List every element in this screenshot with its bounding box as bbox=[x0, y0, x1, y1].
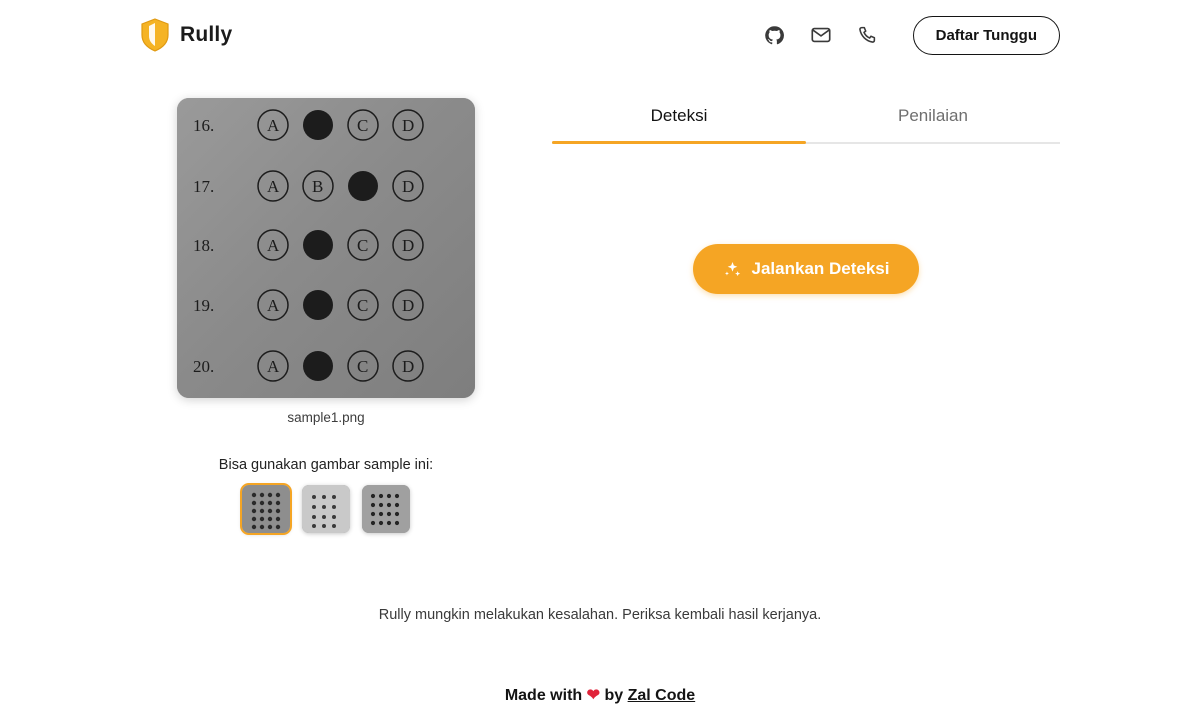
svg-text:C: C bbox=[357, 357, 369, 376]
svg-text:A: A bbox=[267, 177, 280, 196]
preview-card bbox=[177, 98, 475, 425]
shield-logo-icon bbox=[140, 18, 170, 52]
main-content bbox=[0, 70, 1200, 533]
heart-icon: ❤ bbox=[586, 687, 601, 704]
samples-label: Bisa gunakan gambar sample ini: bbox=[218, 457, 434, 473]
run-detection-button[interactable] bbox=[693, 244, 920, 294]
tab-penilaian[interactable]: Penilaian bbox=[898, 106, 968, 125]
disclaimer-text: Rully mungkin melakukan kesalahan. Periksa kembali hasil kerjanya. bbox=[378, 607, 822, 623]
svg-text:D: D bbox=[402, 177, 415, 196]
sample-thumb-3[interactable] bbox=[362, 485, 410, 533]
made-with-by: by bbox=[604, 687, 624, 704]
app-header bbox=[0, 0, 1200, 70]
svg-text:C: C bbox=[357, 116, 369, 135]
svg-text:A: A bbox=[267, 236, 280, 255]
svg-text:C: C bbox=[357, 236, 369, 255]
svg-text:D: D bbox=[402, 296, 415, 315]
sample-thumb-2[interactable] bbox=[302, 485, 350, 533]
svg-text:17.: 17. bbox=[193, 177, 215, 196]
tabs bbox=[552, 96, 1060, 144]
svg-text:A: A bbox=[267, 116, 280, 135]
svg-text:D: D bbox=[402, 357, 415, 376]
sparkles-icon bbox=[723, 260, 742, 279]
sample-thumb-1[interactable] bbox=[242, 485, 290, 533]
tab-deteksi[interactable]: Deteksi bbox=[552, 96, 806, 142]
run-detection-label: Jalankan Deteksi bbox=[751, 259, 890, 278]
results-column bbox=[552, 88, 1060, 533]
svg-text:D: D bbox=[402, 236, 415, 255]
mail-icon[interactable] bbox=[809, 23, 833, 47]
brand-name: Rully bbox=[180, 23, 233, 46]
waitlist-button[interactable]: Daftar Tunggu bbox=[913, 16, 1060, 55]
svg-text:B: B bbox=[312, 177, 324, 196]
answer-sheet-preview-image[interactable] bbox=[177, 98, 475, 398]
svg-text:16.: 16. bbox=[193, 116, 215, 135]
github-icon[interactable] bbox=[763, 23, 787, 47]
svg-text:20.: 20. bbox=[193, 357, 215, 376]
made-with-prefix: Made with bbox=[504, 687, 583, 704]
svg-text:A: A bbox=[267, 296, 280, 315]
preview-filename: sample1.png bbox=[287, 410, 365, 425]
author-link[interactable]: Zal Code bbox=[627, 687, 696, 704]
svg-text:19.: 19. bbox=[193, 296, 215, 315]
svg-text:C: C bbox=[357, 296, 369, 315]
svg-text:D: D bbox=[402, 116, 415, 135]
brand[interactable] bbox=[140, 18, 232, 52]
svg-text:18.: 18. bbox=[193, 236, 215, 255]
tab-panel-deteksi bbox=[552, 144, 1060, 384]
svg-text:A: A bbox=[267, 357, 280, 376]
header-actions bbox=[763, 16, 1060, 55]
phone-icon[interactable] bbox=[855, 23, 879, 47]
samples-row bbox=[242, 485, 410, 533]
made-with-line bbox=[0, 685, 1200, 705]
upload-column bbox=[140, 88, 512, 533]
